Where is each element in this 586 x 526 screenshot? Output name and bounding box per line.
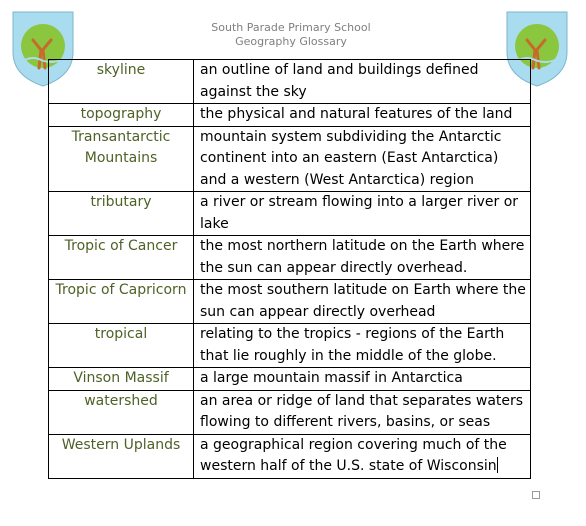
definition-text: a geographical region covering much of the western half of the U.S. state of Wisconsin — [200, 436, 507, 474]
table-row — [49, 368, 531, 391]
glossary-definition[interactable] — [194, 434, 531, 478]
text-cursor — [497, 457, 498, 473]
document-title: Geography Glossary — [235, 35, 347, 48]
table-row — [49, 280, 531, 324]
glossary-term[interactable]: Western Uplands — [49, 434, 194, 478]
glossary-term[interactable]: watershed — [49, 390, 194, 434]
glossary-definition[interactable]: mountain system subdividing the Antarctic continent into an eastern (East Antarctica) and a western (West Antarctica) region — [194, 126, 531, 192]
glossary-term[interactable]: Tropic of Capricorn — [49, 280, 194, 324]
glossary-table — [48, 59, 531, 479]
glossary-term[interactable]: Tropic of Cancer — [49, 236, 194, 280]
table-row — [49, 236, 531, 280]
table-row — [49, 324, 531, 368]
table-row — [49, 192, 531, 236]
glossary-term[interactable]: tributary — [49, 192, 194, 236]
table-row — [49, 390, 531, 434]
glossary-definition[interactable]: a large mountain massif in Antarctica — [194, 368, 531, 391]
glossary-definition[interactable]: relating to the tropics - regions of the Earth that lie roughly in the middle of the globe. — [194, 324, 531, 368]
glossary-definition[interactable]: the physical and natural features of the land — [194, 104, 531, 127]
school-name: South Parade Primary School — [211, 21, 371, 34]
glossary-definition[interactable]: a river or stream flowing into a larger river or lake — [194, 192, 531, 236]
glossary-definition[interactable]: an outline of land and buildings defined against the sky — [194, 60, 531, 104]
glossary-definition[interactable]: the most northern latitude on the Earth where the sun can appear directly overhead. — [194, 236, 531, 280]
glossary-term[interactable]: skyline — [49, 60, 194, 104]
glossary-definition[interactable]: the most southern latitude on Earth where the sun can appear directly overhead — [194, 280, 531, 324]
table-row — [49, 104, 531, 127]
glossary-term[interactable]: Transantarctic Mountains — [49, 126, 194, 192]
document-header — [0, 21, 582, 49]
glossary-term[interactable]: tropical — [49, 324, 194, 368]
glossary-term[interactable]: topography — [49, 104, 194, 127]
glossary-definition[interactable]: an area or ridge of land that separates waters flowing to different rivers, basins, or seas — [194, 390, 531, 434]
table-row — [49, 60, 531, 104]
glossary-term[interactable]: Vinson Massif — [49, 368, 194, 391]
table-row — [49, 434, 531, 478]
table-resize-handle[interactable] — [532, 491, 540, 499]
table-row — [49, 126, 531, 192]
